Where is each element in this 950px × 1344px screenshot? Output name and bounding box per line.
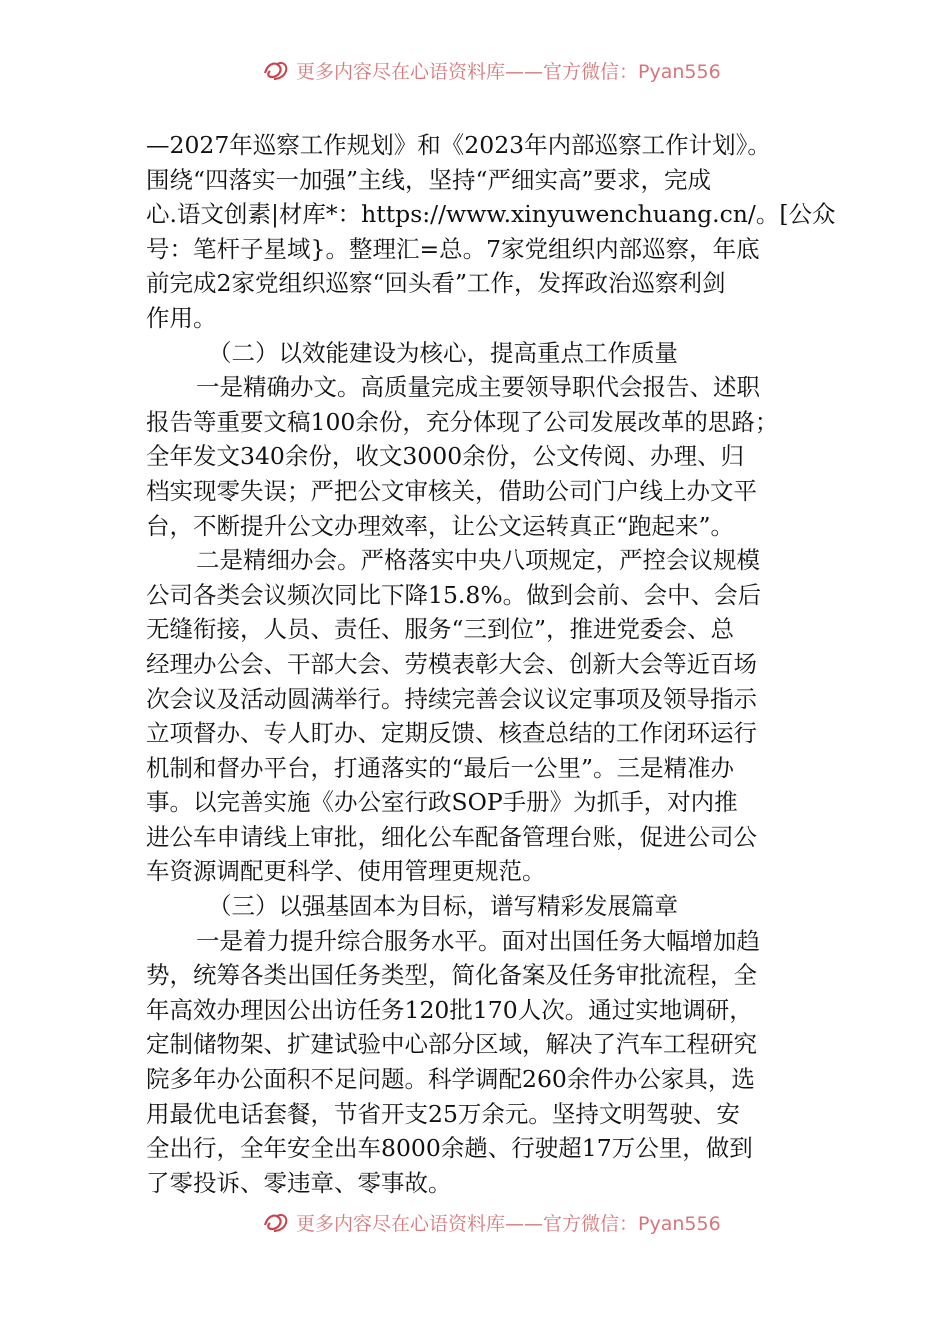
- text-line: 车资源调配更科学、使用管理更规范。: [146, 857, 546, 886]
- text-line: 经理办公会、干部大会、劳模表彰大会、创新大会等近百场: [146, 649, 757, 678]
- text-line: 台，不断提升公文办理效率，让公文运转真正“跑起来”。: [146, 511, 735, 540]
- section-heading: （三）以强基固本为目标，谱写精彩发展篇章: [208, 892, 678, 921]
- text-line: 势，统筹各类出国任务类型，简化备案及任务审批流程，全: [146, 961, 757, 990]
- watermark-header: [262, 56, 721, 84]
- text-line: 机制和督办平台，打通落实的“最后一公里”。三是精准办: [146, 753, 735, 782]
- text-line: 年高效办理因公出访任务120批170人次。通过实地调研，: [146, 995, 753, 1024]
- watermark-logo-icon: [262, 1211, 290, 1233]
- text-line: 作用。: [146, 303, 217, 332]
- text-line: 号：笔杆子星域}。整理汇=总。7家党组织内部巡察，年底: [146, 234, 760, 263]
- paragraph-start: 二是精细办会。严格落实中央八项规定，严控会议规模: [196, 546, 760, 575]
- text-line: —2027年巡察工作规划》和《2023年内部巡察工作计划》。: [146, 131, 771, 159]
- text-line: 次会议及活动圆满举行。持续完善会议议定事项及领导指示: [146, 684, 757, 713]
- text-line: 前完成2家党组织巡察“回头看”工作，发挥政治巡察利剑: [146, 269, 726, 298]
- watermark-text: 更多内容尽在心语资料库——官方微信：Pyan556: [296, 60, 721, 83]
- text-line: 了零投诉、零违章、零事故。: [146, 1168, 452, 1197]
- section-heading: （二）以效能建设为核心，提高重点工作质量: [208, 338, 678, 367]
- watermark-logo-icon: [262, 59, 290, 81]
- text-line: 事。以完善实施《办公室行政SOP手册》为抓手，对内推: [146, 788, 738, 817]
- text-line: 院多年办公面积不足问题。科学调配260余件办公家具，选: [146, 1065, 755, 1094]
- text-line: 心.语文创素|材库*：https://www.xinyuwenchuang.cn/。[公众: [146, 200, 836, 229]
- text-line: 无缝衔接，人员、责任、服务“三到位”，推进党委会、总: [146, 615, 735, 644]
- watermark-text: 更多内容尽在心语资料库——官方微信：Pyan556: [296, 1212, 721, 1235]
- text-line: 立项督办、专人盯办、定期反馈、核查总结的工作闭环运行: [146, 719, 757, 748]
- text-line: 定制储物架、扩建试验中心部分区域，解决了汽车工程研究: [146, 1030, 757, 1059]
- text-line: 全出行，全年安全出车8000余趟、行驶超17万公里，做到: [146, 1134, 753, 1163]
- text-line: 报告等重要文稿100余份，充分体现了公司发展改革的思路；: [146, 407, 779, 436]
- text-line: 进公车申请线上审批，细化公车配备管理台账，促进公司公: [146, 822, 757, 851]
- paragraph-start: 一是精确办文。高质量完成主要领导职代会报告、述职: [196, 373, 760, 402]
- text-line: 档实现零失误；严把公文审核关，借助公司门户线上办文平: [146, 476, 757, 505]
- document-body: [146, 128, 836, 1200]
- paragraph-start: 一是着力提升综合服务水平。面对出国任务大幅增加趋: [196, 926, 760, 955]
- watermark-footer: [262, 1208, 721, 1236]
- text-line: 围绕“四落实一加强”主线，坚持“严细实高”要求，完成: [146, 165, 712, 194]
- text-line: 全年发文340余份，收文3000余份，公文传阅、办理、归: [146, 442, 745, 471]
- text-line: 公司各类会议频次同比下降15.8%。做到会前、会中、会后: [146, 580, 762, 609]
- text-line: 用最优电话套餐，节省开支25万余元。坚持文明驾驶、安: [146, 1099, 740, 1128]
